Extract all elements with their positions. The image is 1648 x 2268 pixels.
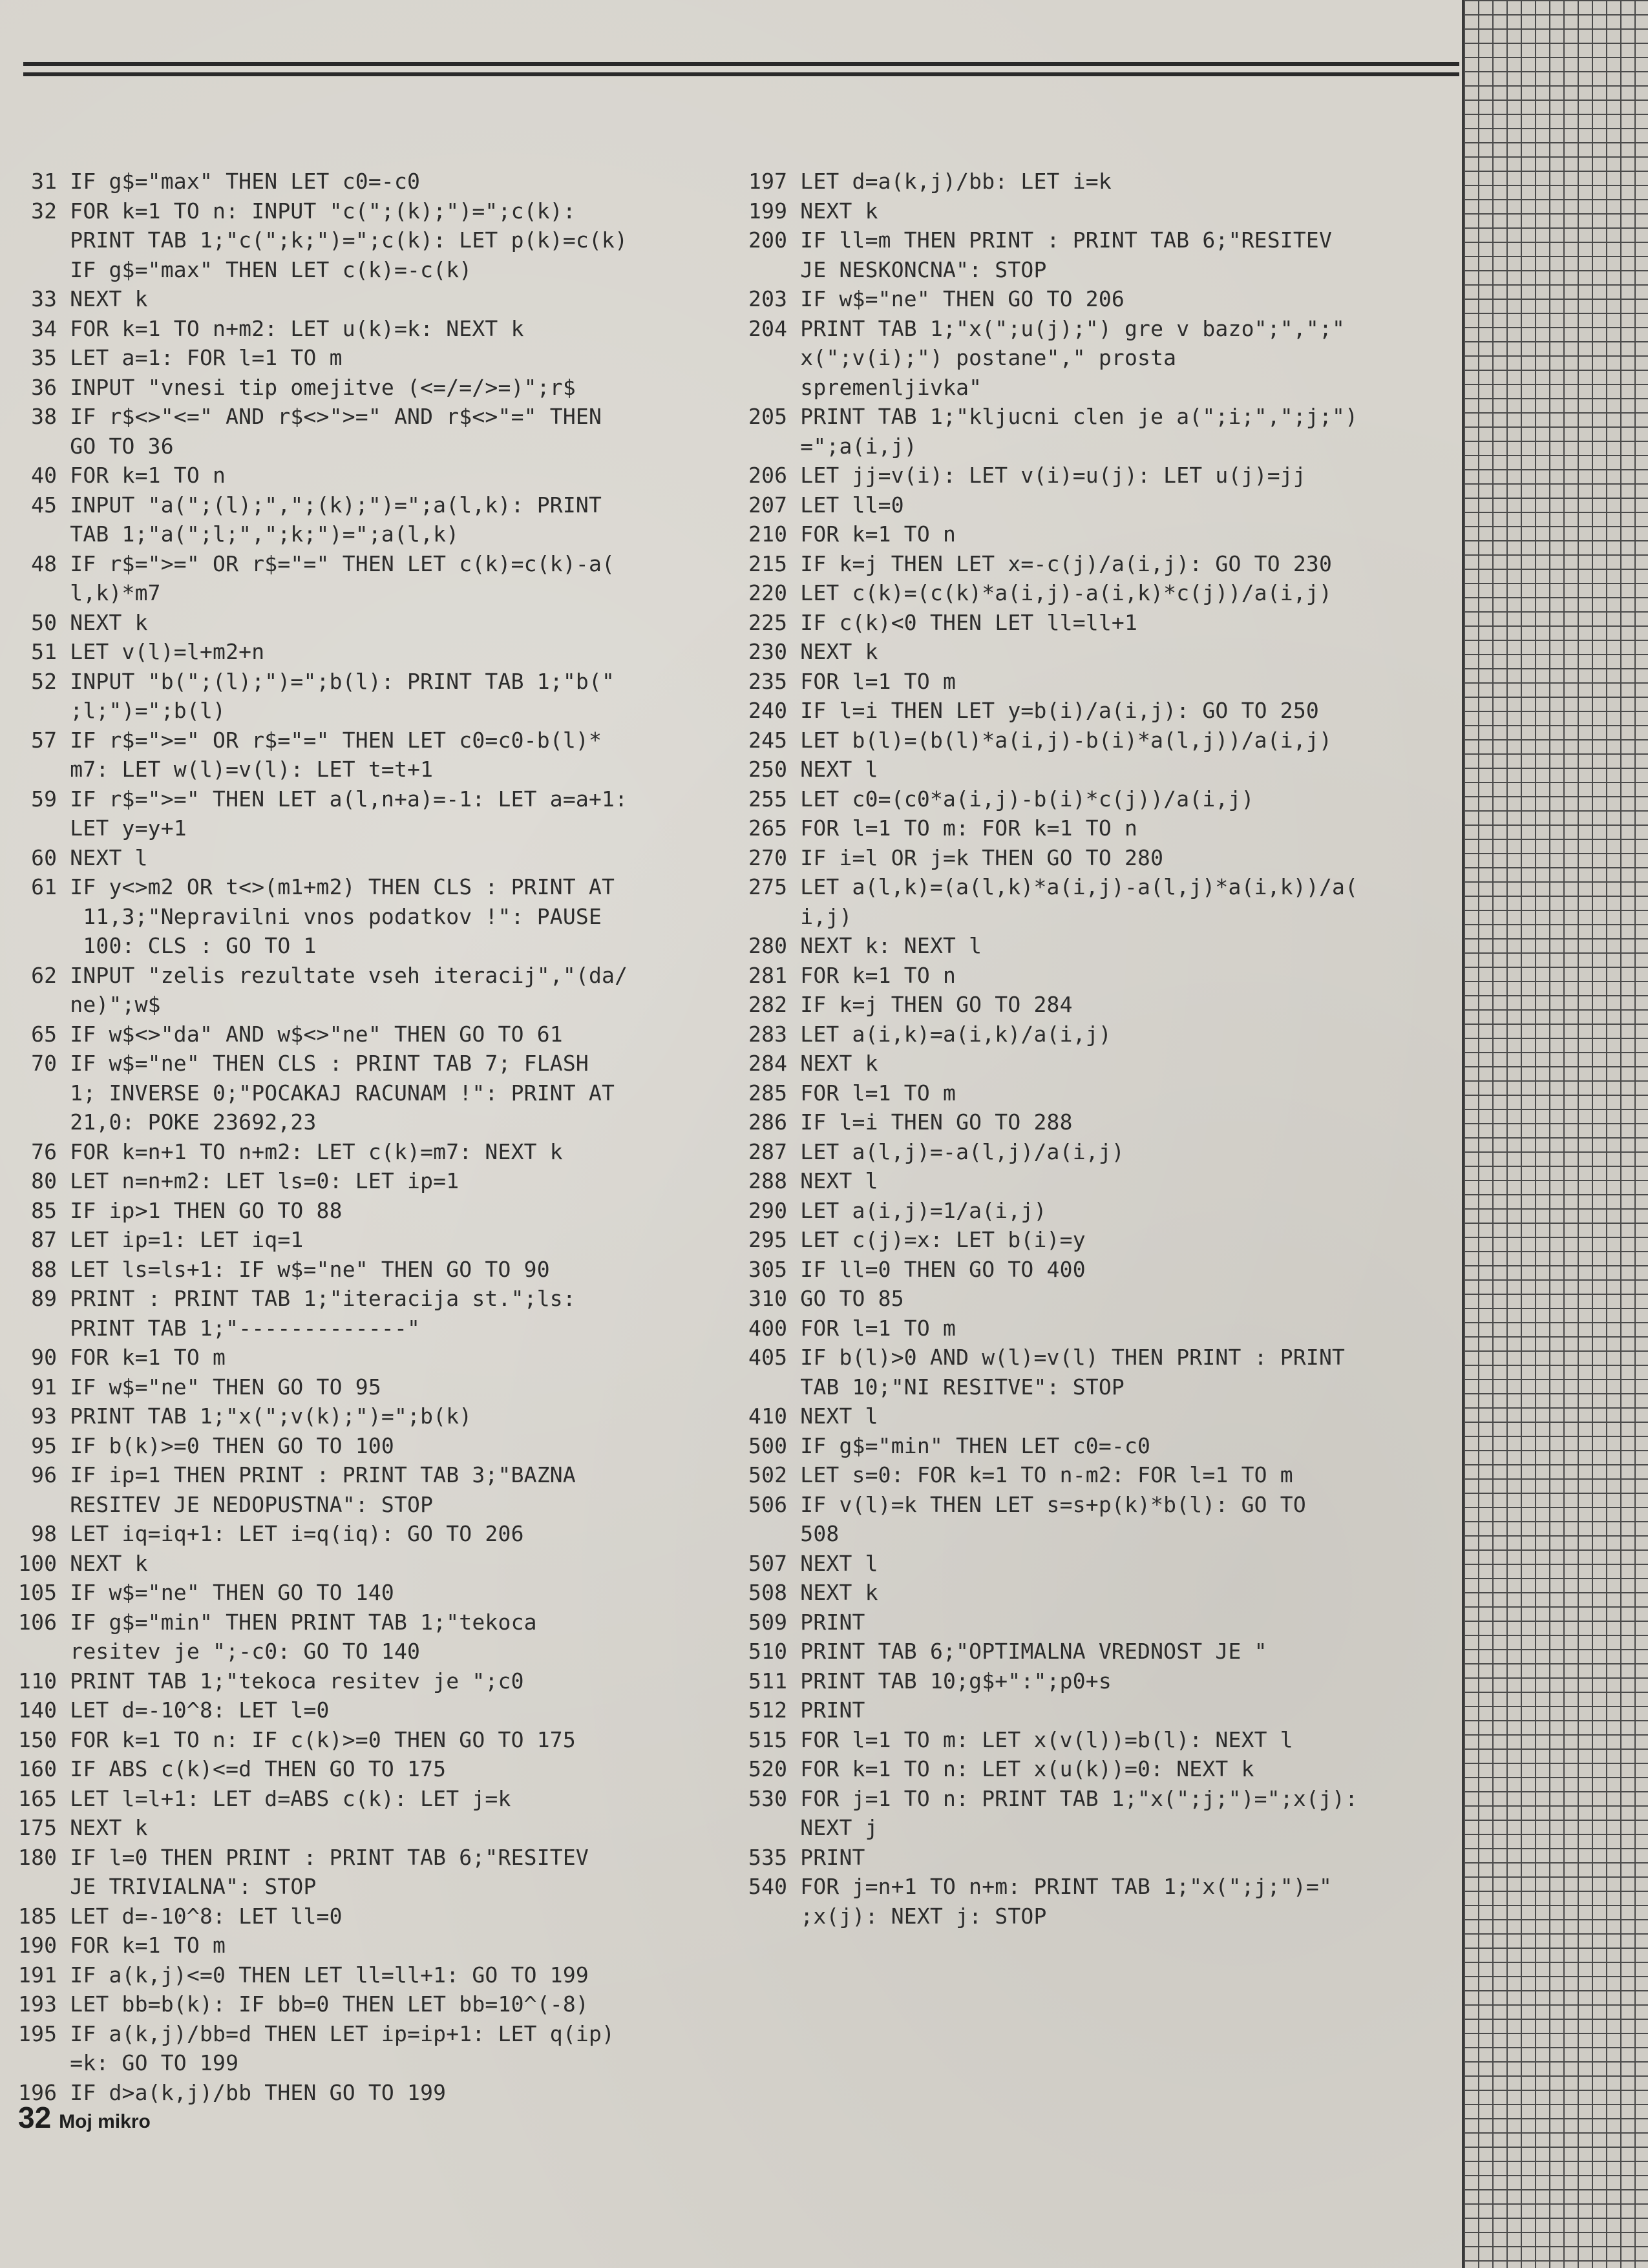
code-line: 507 NEXT l: [748, 1550, 878, 1576]
code-line: 48 IF r$=">=" OR r$="=" THEN LET c(k)=c(k)-a(: [18, 551, 615, 576]
code-line: 70 IF w$="ne" THEN CLS : PRINT TAB 7; FLASH: [18, 1051, 589, 1076]
code-line: resitev je ";-c0: GO TO 140: [18, 1639, 421, 1664]
code-line: 290 LET a(i,j)=1/a(i,j): [748, 1197, 1047, 1223]
code-line: 105 IF w$="ne" THEN GO TO 140: [18, 1580, 394, 1605]
code-line: 51 LET v(l)=l+m2+n: [18, 639, 265, 664]
code-line: 45 INPUT "a(";(l);",";(k);")=";a(l,k): PRINT: [18, 492, 602, 518]
code-line: 245 LET b(l)=(b(l)*a(i,j)-b(i)*a(l,j))/a(i,j): [748, 727, 1333, 753]
code-line: 210 FOR k=1 TO n: [748, 521, 956, 547]
code-line: 36 INPUT "vnesi tip omejitve (<=/=/>=)";r$: [18, 374, 576, 400]
code-line: 100 NEXT k: [18, 1550, 148, 1576]
code-line: 160 IF ABS c(k)<=d THEN GO TO 175: [18, 1756, 447, 1781]
code-line: 35 LET a=1: FOR l=1 TO m: [18, 345, 343, 370]
code-line: x(";v(i);") postane"," prosta: [748, 345, 1177, 370]
code-line: 21,0: POKE 23692,23: [18, 1109, 317, 1135]
code-line: 204 PRINT TAB 1;"x(";u(j);") gre v bazo";",";": [748, 315, 1346, 341]
code-line: 284 NEXT k: [748, 1051, 878, 1076]
code-line: =";a(i,j): [748, 433, 917, 459]
code-line: 405 IF b(l)>0 AND w(l)=v(l) THEN PRINT : PRINT: [748, 1345, 1346, 1370]
code-line: PRINT TAB 1;"c(";k;")=";c(k): LET p(k)=c(k): [18, 227, 628, 253]
code-line: 200 IF ll=m THEN PRINT : PRINT TAB 6;"RESITEV: [748, 227, 1333, 253]
code-line: 100: CLS : GO TO 1: [18, 933, 317, 958]
code-line: 93 PRINT TAB 1;"x(";v(k);")=";b(k): [18, 1403, 472, 1429]
code-line: 95 IF b(k)>=0 THEN GO TO 100: [18, 1433, 394, 1458]
code-line: 165 LET l=l+1: LET d=ABS c(k): LET j=k: [18, 1785, 511, 1811]
code-line: 11,3;"Nepravilni vnos podatkov !": PAUSE: [18, 903, 602, 929]
code-line: 270 IF i=l OR j=k THEN GO TO 280: [748, 845, 1164, 870]
code-line: 255 LET c0=(c0*a(i,j)-b(i)*c(j))/a(i,j): [748, 786, 1254, 812]
code-line: 199 NEXT k: [748, 198, 878, 224]
code-line: 1; INVERSE 0;"POCAKAJ RACUNAM !": PRINT AT: [18, 1080, 615, 1106]
code-line: 60 NEXT l: [18, 845, 148, 870]
code-line: 40 FOR k=1 TO n: [18, 463, 226, 488]
code-line: 59 IF r$=">=" THEN LET a(l,n+a)=-1: LET a=a+1:: [18, 786, 628, 812]
code-line: LET y=y+1: [18, 815, 187, 841]
code-line: 87 LET ip=1: LET iq=1: [18, 1227, 304, 1252]
code-line: 265 FOR l=1 TO m: FOR k=1 TO n: [748, 815, 1138, 841]
code-line: 220 LET c(k)=(c(k)*a(i,j)-a(i,k)*c(j))/a(i,j): [748, 580, 1333, 605]
code-line: 500 IF g$="min" THEN LET c0=-c0: [748, 1433, 1151, 1458]
code-line: 140 LET d=-10^8: LET l=0: [18, 1697, 330, 1723]
code-line: 535 PRINT: [748, 1844, 865, 1870]
code-line: 31 IF g$="max" THEN LET c0=-c0: [18, 169, 421, 194]
code-line: l,k)*m7: [18, 580, 161, 605]
code-line: 106 IF g$="min" THEN PRINT TAB 1;"tekoca: [18, 1609, 537, 1635]
code-line: JE NESKONCNA": STOP: [748, 257, 1047, 282]
code-line: m7: LET w(l)=v(l): LET t=t+1: [18, 757, 434, 782]
code-line: 57 IF r$=">=" OR r$="=" THEN LET c0=c0-b(l)*: [18, 727, 602, 753]
code-line: 295 LET c(j)=x: LET b(i)=y: [748, 1227, 1086, 1252]
code-line: ne)";w$: [18, 992, 161, 1017]
code-line: 206 LET jj=v(i): LET v(i)=u(j): LET u(j)=jj: [748, 463, 1306, 488]
code-line: 530 FOR j=1 TO n: PRINT TAB 1;"x(";j;")=";x(j):: [748, 1785, 1358, 1811]
code-line: 275 LET a(l,k)=(a(l,k)*a(i,j)-a(l,j)*a(i,k))/a(: [748, 874, 1358, 899]
code-line: 225 IF c(k)<0 THEN LET ll=ll+1: [748, 609, 1138, 635]
code-line: 230 NEXT k: [748, 639, 878, 664]
code-line: 520 FOR k=1 TO n: LET x(u(k))=0: NEXT k: [748, 1756, 1254, 1781]
code-line: 76 FOR k=n+1 TO n+m2: LET c(k)=m7: NEXT k: [18, 1139, 563, 1164]
code-line: 410 NEXT l: [748, 1403, 878, 1429]
code-line: 240 IF l=i THEN LET y=b(i)/a(i,j): GO TO 250: [748, 698, 1319, 723]
code-line: 96 IF ip=1 THEN PRINT : PRINT TAB 3;"BAZNA: [18, 1462, 576, 1487]
code-line: 150 FOR k=1 TO n: IF c(k)>=0 THEN GO TO 175: [18, 1727, 576, 1752]
code-line: 310 GO TO 85: [748, 1286, 904, 1311]
code-line: 205 PRINT TAB 1;"kljucni clen je a(";i;",";j;"): [748, 404, 1358, 429]
code-line: 80 LET n=n+m2: LET ls=0: LET ip=1: [18, 1168, 460, 1193]
code-line: 195 IF a(k,j)/bb=d THEN LET ip=ip+1: LET q(ip): [18, 2021, 615, 2046]
code-line: 197 LET d=a(k,j)/bb: LET i=k: [748, 169, 1112, 194]
code-line: 85 IF ip>1 THEN GO TO 88: [18, 1197, 343, 1223]
code-line: 32 FOR k=1 TO n: INPUT "c(";(k);")=";c(k):: [18, 198, 576, 224]
code-line: 250 NEXT l: [748, 757, 878, 782]
code-line: i,j): [748, 903, 852, 929]
code-line: ;l;")=";b(l): [18, 698, 226, 723]
code-line: 502 LET s=0: FOR k=1 TO n-m2: FOR l=1 TO m: [748, 1462, 1293, 1487]
code-line: 185 LET d=-10^8: LET ll=0: [18, 1903, 343, 1929]
header-rule: [23, 62, 1459, 76]
code-line: 288 NEXT l: [748, 1168, 878, 1193]
code-line: TAB 1;"a(";l;",";k;")=";a(l,k): [18, 521, 460, 547]
code-line: GO TO 36: [18, 433, 174, 459]
code-line: 283 LET a(i,k)=a(i,k)/a(i,j): [748, 1021, 1112, 1047]
code-line: spremenljivka": [748, 374, 982, 400]
code-line: 215 IF k=j THEN LET x=-c(j)/a(i,j): GO TO 230: [748, 551, 1333, 576]
code-line: 509 PRINT: [748, 1609, 865, 1635]
code-line: JE TRIVIALNA": STOP: [18, 1874, 317, 1899]
code-line: 190 FOR k=1 TO m: [18, 1933, 226, 1958]
code-line: 285 FOR l=1 TO m: [748, 1080, 956, 1106]
code-line: NEXT j: [748, 1815, 878, 1840]
code-line: 196 IF d>a(k,j)/bb THEN GO TO 199: [18, 2079, 447, 2105]
code-line: 62 INPUT "zelis rezultate vseh iteracij","(da/: [18, 962, 628, 988]
code-line: 305 IF ll=0 THEN GO TO 400: [748, 1256, 1086, 1282]
code-line: 511 PRINT TAB 10;g$+":";p0+s: [748, 1668, 1112, 1694]
code-line: 89 PRINT : PRINT TAB 1;"iteracija st.";ls:: [18, 1286, 576, 1311]
code-line: 88 LET ls=ls+1: IF w$="ne" THEN GO TO 90: [18, 1256, 550, 1282]
code-line: 52 INPUT "b(";(l);")=";b(l): PRINT TAB 1;"b(": [18, 668, 615, 694]
code-line: 61 IF y<>m2 OR t<>(m1+m2) THEN CLS : PRINT AT: [18, 874, 615, 899]
code-line: IF g$="max" THEN LET c(k)=-c(k): [18, 257, 472, 282]
code-line: 286 IF l=i THEN GO TO 288: [748, 1109, 1073, 1135]
code-line: =k: GO TO 199: [18, 2050, 239, 2075]
code-line: 515 FOR l=1 TO m: LET x(v(l))=b(l): NEXT l: [748, 1727, 1293, 1752]
page-footer: [18, 2100, 151, 2135]
code-line: 506 IF v(l)=k THEN LET s=s+p(k)*b(l): GO TO: [748, 1491, 1306, 1517]
code-line: 207 LET ll=0: [748, 492, 904, 518]
code-line: 65 IF w$<>"da" AND w$<>"ne" THEN GO TO 61: [18, 1021, 563, 1047]
code-line: 508: [748, 1521, 840, 1546]
page-number: 32: [18, 2101, 52, 2134]
code-line: 90 FOR k=1 TO m: [18, 1345, 226, 1370]
code-line: RESITEV JE NEDOPUSTNA": STOP: [18, 1491, 434, 1517]
code-line: ;x(j): NEXT j: STOP: [748, 1903, 1047, 1929]
code-line: 282 IF k=j THEN GO TO 284: [748, 992, 1073, 1017]
code-line: 50 NEXT k: [18, 609, 148, 635]
code-line: 38 IF r$<>"<=" AND r$<>">=" AND r$<>"=" THEN: [18, 404, 602, 429]
code-line: 235 FOR l=1 TO m: [748, 668, 956, 694]
code-line: TAB 10;"NI RESITVE": STOP: [748, 1374, 1125, 1400]
code-line: 34 FOR k=1 TO n+m2: LET u(k)=k: NEXT k: [18, 315, 524, 341]
code-line: 180 IF l=0 THEN PRINT : PRINT TAB 6;"RESITEV: [18, 1844, 589, 1870]
code-line: 193 LET bb=b(k): IF bb=0 THEN LET bb=10^(-8): [18, 1991, 589, 2017]
code-line: PRINT TAB 1;"-------------": [18, 1315, 421, 1341]
code-line: 98 LET iq=iq+1: LET i=q(iq): GO TO 206: [18, 1521, 524, 1546]
listing-right-column: [748, 167, 1456, 1931]
code-line: 175 NEXT k: [18, 1815, 148, 1840]
code-line: 280 NEXT k: NEXT l: [748, 933, 982, 958]
code-line: 400 FOR l=1 TO m: [748, 1315, 956, 1341]
code-line: 91 IF w$="ne" THEN GO TO 95: [18, 1374, 381, 1400]
magazine-name: Moj mikro: [59, 2111, 151, 2132]
code-line: 281 FOR k=1 TO n: [748, 962, 956, 988]
code-line: 33 NEXT k: [18, 286, 148, 311]
code-line: 110 PRINT TAB 1;"tekoca resitev je ";c0: [18, 1668, 524, 1694]
grid-margin-strip: [1462, 0, 1648, 2268]
code-line: 287 LET a(l,j)=-a(l,j)/a(i,j): [748, 1139, 1125, 1164]
code-line: 508 NEXT k: [748, 1580, 878, 1605]
code-line: 203 IF w$="ne" THEN GO TO 206: [748, 286, 1125, 311]
code-line: 510 PRINT TAB 6;"OPTIMALNA VREDNOST JE ": [748, 1639, 1267, 1664]
listing-left-column: [18, 167, 748, 2107]
code-line: 191 IF a(k,j)<=0 THEN LET ll=ll+1: GO TO 199: [18, 1962, 589, 1988]
code-line: 512 PRINT: [748, 1697, 865, 1723]
code-line: 540 FOR j=n+1 TO n+m: PRINT TAB 1;"x(";j;")=": [748, 1874, 1333, 1899]
